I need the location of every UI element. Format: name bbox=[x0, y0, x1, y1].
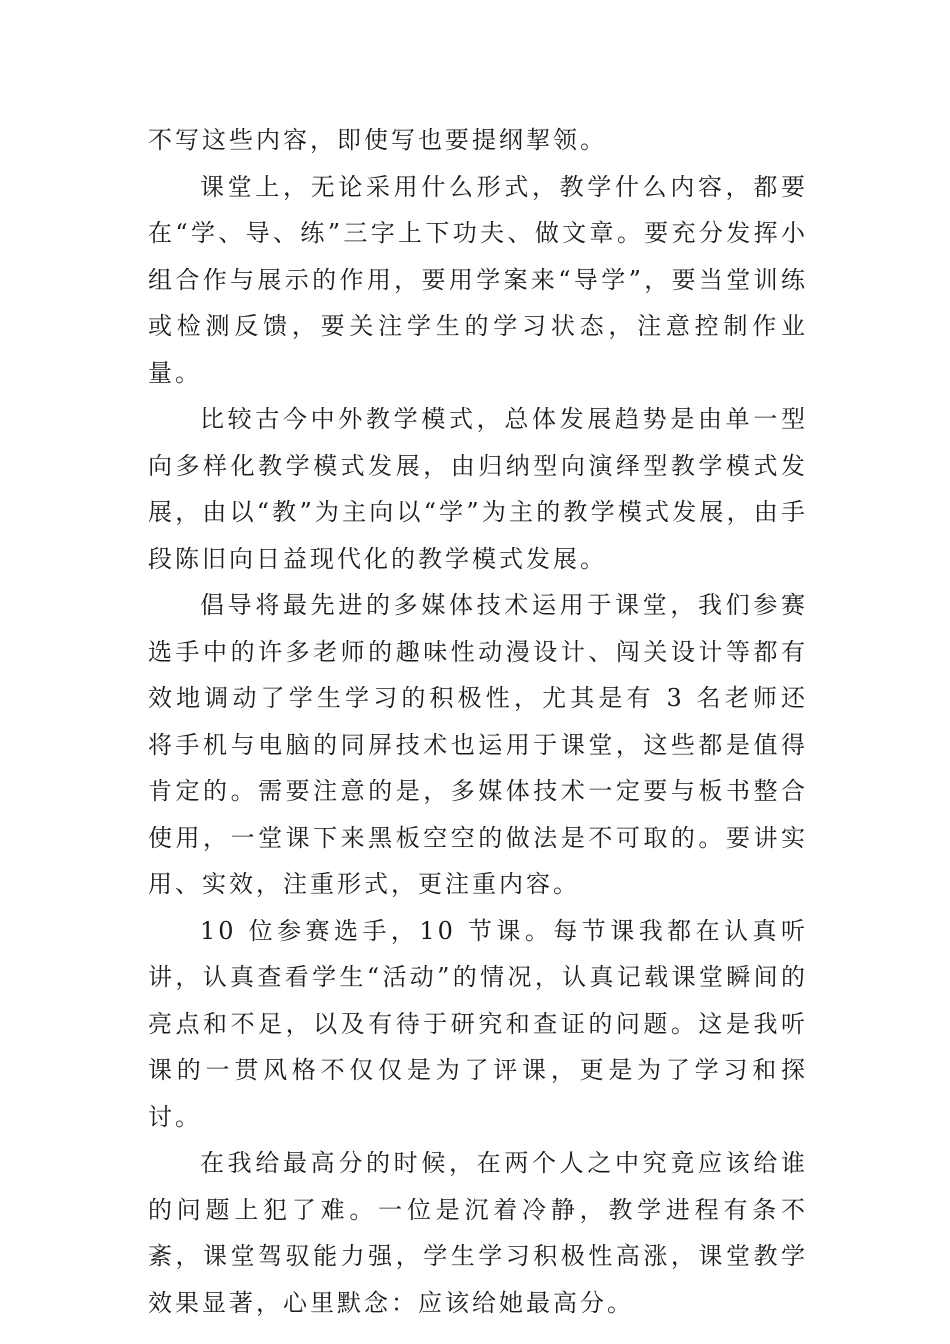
paragraph-5: 10 位参赛选手，10 节课。每节课我都在认真听讲，认真查看学生“活动”的情况，认真记载课堂瞬间的亮点和不足，以及有待于研究和查证的问题。这是我听课的一贯风格不仅仅是为了评课，更是为了学习和探讨。 bbox=[148, 916, 808, 1131]
paragraph-4: 倡导将最先进的多媒体技术运用于课堂，我们参赛选手中的许多老师的趣味性动漫设计、闯关设计等都有效地调动了学生学习的积极性，尤其是有 3 名老师还将手机与电脑的同屏技术也运用于课堂，这些都是值得肯定的。需要注意的是，多媒体技术一定要与板书整合使用，一堂课下来黑板空空的做法是不可取的。要讲实用、实效，注重形式，更注重内容。 bbox=[148, 591, 808, 898]
paragraph-2: 课堂上，无论采用什么形式，教学什么内容，都要在“学、导、练”三字上下功夫、做文章。要充分发挥小组合作与展示的作用，要用学案来“导学”，要当堂训练或检测反馈，要关注学生的学习状态，注意控制作业量。 bbox=[148, 172, 808, 387]
document-body bbox=[148, 117, 808, 1326]
paragraph-6: 在我给最高分的时候，在两个人之中究竟应该给谁的问题上犯了难。一位是沉着冷静，教学进程有条不紊，课堂驾驭能力强，学生学习积极性高涨，课堂教学效果显著，心里默念：应该给她最高分。 bbox=[148, 1149, 808, 1317]
paragraph-1: 不写这些内容，即使写也要提纲挈领。 bbox=[148, 126, 607, 154]
paragraph-3: 比较古今中外教学模式，总体发展趋势是由单一型向多样化教学模式发展，由归纳型向演绎型教学模式发展，由以“教”为主向以“学”为主的教学模式发展，由手段陈旧向日益现代化的教学模式发展。 bbox=[148, 405, 808, 573]
